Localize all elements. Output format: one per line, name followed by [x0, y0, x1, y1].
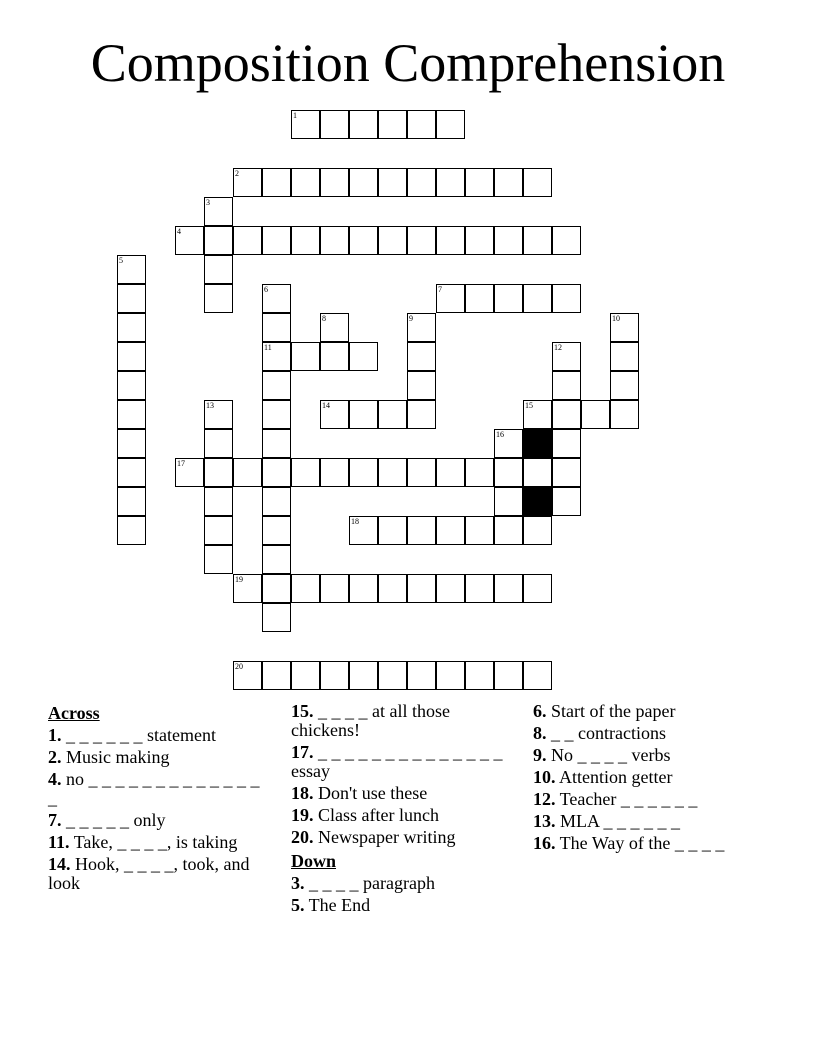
puzzle-title: Composition Comprehension [90, 33, 726, 93]
grid-cell[interactable] [349, 342, 378, 371]
grid-cell[interactable] [407, 371, 436, 400]
grid-cell[interactable] [117, 313, 146, 342]
grid-cell[interactable] [552, 284, 581, 313]
clue-number: 14 [322, 401, 330, 410]
grid-cell[interactable] [320, 342, 349, 371]
clue-number: 18 [351, 517, 359, 526]
clue-text: _ _ _ _ at all those chickens! [291, 701, 450, 740]
grid-cell[interactable] [262, 313, 291, 342]
grid-cell[interactable] [204, 458, 233, 487]
clue-number-label: 3. [291, 873, 305, 893]
clue-number: 2 [235, 169, 239, 178]
down-clue [533, 790, 748, 809]
grid-cell[interactable] [262, 371, 291, 400]
grid-cell[interactable] [552, 458, 581, 487]
clue-number-label: 11. [48, 832, 70, 852]
clue-number-label: 7. [48, 810, 62, 830]
grid-cell[interactable] [494, 574, 523, 603]
grid-cell[interactable] [204, 197, 233, 226]
grid-cell[interactable] [204, 429, 233, 458]
grid-cell[interactable] [465, 458, 494, 487]
grid-cell[interactable] [494, 458, 523, 487]
grid-cell[interactable] [465, 284, 494, 313]
down-heading: Down [291, 851, 337, 871]
grid-cell[interactable] [262, 487, 291, 516]
grid-cell[interactable] [349, 168, 378, 197]
clue-number-label: 1. [48, 725, 62, 745]
clue-number: 11 [264, 343, 272, 352]
down-clue [533, 834, 748, 853]
grid-cell[interactable] [233, 458, 262, 487]
grid-cell[interactable] [204, 255, 233, 284]
grid-cell[interactable] [378, 226, 407, 255]
grid-cell[interactable] [552, 487, 581, 516]
clue-number: 20 [235, 662, 243, 671]
grid-cell[interactable] [494, 516, 523, 545]
clue-text: The Way of the _ _ _ _ [555, 833, 725, 853]
grid-cell[interactable] [291, 661, 320, 690]
grid-cell[interactable] [262, 168, 291, 197]
across-clue [48, 726, 270, 745]
blocked-cell [523, 487, 552, 516]
grid-cell[interactable] [407, 110, 436, 139]
clue-number-label: 12. [533, 789, 556, 809]
grid-cell[interactable] [204, 400, 233, 429]
grid-cell[interactable] [320, 574, 349, 603]
grid-cell[interactable] [378, 516, 407, 545]
down-clues-column-3 [533, 702, 748, 856]
clue-number: 1 [293, 111, 297, 120]
clue-number: 7 [438, 285, 442, 294]
clue-number-label: 14. [48, 854, 71, 874]
grid-cell[interactable] [291, 342, 320, 371]
grid-cell[interactable] [407, 458, 436, 487]
grid-cell[interactable] [117, 487, 146, 516]
clue-number-label: 20. [291, 827, 314, 847]
clue-number: 5 [119, 256, 123, 265]
down-clue [533, 768, 748, 787]
grid-cell[interactable] [407, 313, 436, 342]
grid-cell[interactable] [175, 226, 204, 255]
grid-cell[interactable] [552, 400, 581, 429]
clue-number: 17 [177, 459, 185, 468]
clue-number: 6 [264, 285, 268, 294]
across-clue [48, 811, 270, 830]
grid-cell[interactable] [523, 661, 552, 690]
clue-text: Take, _ _ _ _, is taking [69, 832, 238, 852]
grid-cell[interactable] [320, 458, 349, 487]
clue-text: Start of the paper [546, 701, 676, 721]
grid-cell[interactable] [204, 487, 233, 516]
grid-cell[interactable] [436, 458, 465, 487]
clue-text: Class after lunch [313, 805, 439, 825]
grid-cell[interactable] [204, 284, 233, 313]
clue-text: _ _ _ _ _ _ _ _ _ _ _ _ _ _ essay [291, 742, 503, 781]
grid-cell[interactable] [117, 342, 146, 371]
grid-cell[interactable] [262, 661, 291, 690]
down-clue [533, 746, 748, 765]
grid-cell[interactable] [291, 574, 320, 603]
down-clue [533, 702, 748, 721]
grid-cell[interactable] [523, 400, 552, 429]
grid-cell[interactable] [378, 168, 407, 197]
grid-cell[interactable] [262, 516, 291, 545]
grid-cell[interactable] [494, 429, 523, 458]
grid-cell[interactable] [291, 168, 320, 197]
grid-cell[interactable] [262, 226, 291, 255]
clue-number: 8 [322, 314, 326, 323]
grid-cell[interactable] [233, 226, 262, 255]
grid-cell[interactable] [175, 458, 204, 487]
grid-cell[interactable] [436, 226, 465, 255]
grid-cell[interactable] [320, 400, 349, 429]
grid-cell[interactable] [523, 574, 552, 603]
down-clue [291, 874, 513, 893]
clue-number-label: 19. [291, 805, 314, 825]
grid-cell[interactable] [610, 371, 639, 400]
clue-text: _ _ _ _ _ only [61, 810, 166, 830]
grid-cell[interactable] [610, 313, 639, 342]
across-heading: Across [48, 703, 100, 723]
clue-number: 9 [409, 314, 413, 323]
across-clue [291, 743, 513, 781]
clue-number-label: 5. [291, 895, 305, 915]
clue-number-label: 6. [533, 701, 547, 721]
grid-cell[interactable] [378, 400, 407, 429]
grid-cell[interactable] [349, 400, 378, 429]
clue-number: 4 [177, 227, 181, 236]
grid-cell[interactable] [320, 661, 349, 690]
clue-text: _ _ _ _ _ _ statement [61, 725, 216, 745]
clue-text: no _ _ _ _ _ _ _ _ _ _ _ _ _ _ [48, 769, 260, 808]
across-clue [291, 806, 513, 825]
grid-cell[interactable] [407, 400, 436, 429]
grid-cell[interactable] [552, 371, 581, 400]
grid-cell[interactable] [494, 226, 523, 255]
across-clues-column-1 [48, 702, 270, 896]
grid-cell[interactable] [349, 226, 378, 255]
clue-number-label: 9. [533, 745, 547, 765]
grid-cell[interactable] [204, 545, 233, 574]
grid-cell[interactable] [552, 429, 581, 458]
across-clue [48, 855, 270, 893]
grid-cell[interactable] [291, 110, 320, 139]
blocked-cell [523, 429, 552, 458]
grid-cell[interactable] [378, 458, 407, 487]
across-clue [291, 702, 513, 740]
grid-cell[interactable] [117, 284, 146, 313]
grid-cell[interactable] [494, 487, 523, 516]
grid-cell[interactable] [436, 661, 465, 690]
grid-cell[interactable] [262, 400, 291, 429]
grid-cell[interactable] [523, 168, 552, 197]
grid-cell[interactable] [407, 342, 436, 371]
grid-cell[interactable] [117, 371, 146, 400]
grid-cell[interactable] [436, 516, 465, 545]
clue-text: _ _ contractions [546, 723, 666, 743]
grid-cell[interactable] [262, 284, 291, 313]
clue-text: MLA _ _ _ _ _ _ [555, 811, 681, 831]
grid-cell[interactable] [436, 574, 465, 603]
grid-cell[interactable] [523, 516, 552, 545]
grid-cell[interactable] [349, 110, 378, 139]
across-clue [48, 833, 270, 852]
grid-cell[interactable] [262, 603, 291, 632]
grid-cell[interactable] [465, 516, 494, 545]
grid-cell[interactable] [378, 661, 407, 690]
grid-cell[interactable] [320, 110, 349, 139]
clue-number-label: 18. [291, 783, 314, 803]
grid-cell[interactable] [465, 168, 494, 197]
grid-cell[interactable] [378, 110, 407, 139]
grid-cell[interactable] [349, 574, 378, 603]
clue-number-label: 10. [533, 767, 556, 787]
grid-cell[interactable] [610, 342, 639, 371]
clue-text: Newspaper writing [313, 827, 456, 847]
clue-number: 15 [525, 401, 533, 410]
clue-text: Don't use these [313, 783, 428, 803]
clue-text: Teacher _ _ _ _ _ _ [555, 789, 698, 809]
grid-cell[interactable] [349, 516, 378, 545]
grid-cell[interactable] [436, 168, 465, 197]
grid-cell[interactable] [320, 313, 349, 342]
grid-cell[interactable] [349, 458, 378, 487]
clue-text: Hook, _ _ _ _, took, and look [48, 854, 250, 893]
clue-number: 13 [206, 401, 214, 410]
grid-cell[interactable] [378, 574, 407, 603]
grid-cell[interactable] [349, 661, 378, 690]
clue-number-label: 16. [533, 833, 556, 853]
grid-cell[interactable] [262, 545, 291, 574]
grid-cell[interactable] [117, 400, 146, 429]
grid-cell[interactable] [320, 226, 349, 255]
grid-cell[interactable] [117, 429, 146, 458]
grid-cell[interactable] [436, 110, 465, 139]
down-clue [533, 812, 748, 831]
clue-number: 3 [206, 198, 210, 207]
grid-cell[interactable] [407, 516, 436, 545]
clue-number: 16 [496, 430, 504, 439]
grid-cell[interactable] [523, 226, 552, 255]
grid-cell[interactable] [117, 516, 146, 545]
grid-cell[interactable] [465, 661, 494, 690]
grid-cell[interactable] [204, 226, 233, 255]
grid-cell[interactable] [552, 226, 581, 255]
clue-number-label: 8. [533, 723, 547, 743]
grid-cell[interactable] [436, 284, 465, 313]
grid-cell[interactable] [117, 255, 146, 284]
grid-cell[interactable] [291, 226, 320, 255]
grid-cell[interactable] [262, 574, 291, 603]
clue-text: The End [304, 895, 371, 915]
grid-cell[interactable] [523, 284, 552, 313]
clue-number-label: 15. [291, 701, 314, 721]
grid-cell[interactable] [204, 516, 233, 545]
grid-cell[interactable] [407, 574, 436, 603]
clue-number: 19 [235, 575, 243, 584]
clue-text: _ _ _ _ paragraph [304, 873, 435, 893]
grid-cell[interactable] [262, 458, 291, 487]
clue-number-label: 2. [48, 747, 62, 767]
across-clue [48, 748, 270, 767]
grid-cell[interactable] [291, 458, 320, 487]
clues-column-2 [291, 702, 513, 918]
grid-cell[interactable] [233, 661, 262, 690]
clue-text: Music making [61, 747, 170, 767]
grid-cell[interactable] [523, 458, 552, 487]
across-clue [291, 784, 513, 803]
grid-cell[interactable] [494, 284, 523, 313]
grid-cell[interactable] [117, 458, 146, 487]
across-clue [291, 828, 513, 847]
clue-number: 12 [554, 343, 562, 352]
clue-number-label: 4. [48, 769, 62, 789]
grid-cell[interactable] [407, 168, 436, 197]
clue-number: 10 [612, 314, 620, 323]
across-clue [48, 770, 270, 808]
clue-number-label: 17. [291, 742, 314, 762]
grid-cell[interactable] [465, 574, 494, 603]
grid-cell[interactable] [262, 342, 291, 371]
clue-text: Attention getter [555, 767, 673, 787]
clue-text: No _ _ _ _ verbs [546, 745, 671, 765]
grid-cell[interactable] [407, 226, 436, 255]
grid-cell[interactable] [262, 429, 291, 458]
grid-cell[interactable] [320, 168, 349, 197]
grid-cell[interactable] [581, 400, 610, 429]
clue-number-label: 13. [533, 811, 556, 831]
grid-cell[interactable] [233, 574, 262, 603]
down-clue [291, 896, 513, 915]
grid-cell[interactable] [494, 168, 523, 197]
grid-cell[interactable] [407, 661, 436, 690]
grid-cell[interactable] [610, 400, 639, 429]
grid-cell[interactable] [552, 342, 581, 371]
grid-cell[interactable] [465, 226, 494, 255]
grid-cell[interactable] [233, 168, 262, 197]
down-clue [533, 724, 748, 743]
grid-cell[interactable] [494, 661, 523, 690]
